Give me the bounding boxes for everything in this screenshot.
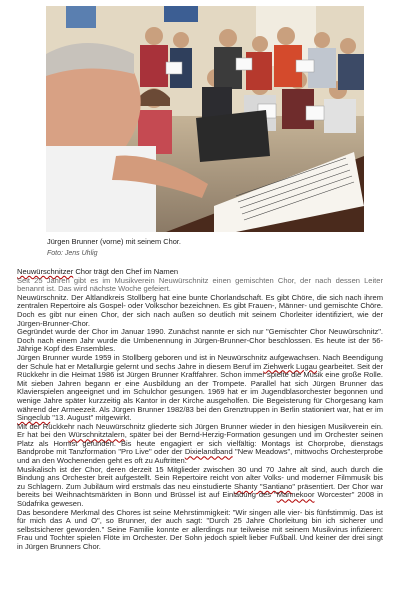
paragraph-3-text-a: Jürgen Brunner wurde 1959 in Stollberg geboren und ist in Neuwürschnitz aufgewachsen. Nach Beendigung der Schule hat er Metallurgie gelernt und sechs Jahre in diesem Beruf im <box>17 352 383 371</box>
photo-credit: Foto: Jens Uhlig <box>47 250 98 257</box>
spell-mark-mannekoor: Mannekoor <box>276 490 315 500</box>
paragraph-6: Das besondere Merkmal des Chores ist seine Mehrstimmigkeit: "Wir singen alle vier- bis fünfstimmig. Das ist für mich das A und O", so Brunner, der auch sagt: "Durch 25 Jahre Chorleitung bin ich sicherer und selbstsicherer geworden." Seine Familie konnte er allerdings nur teilweise mit seinem Musikvirus infizieren: Frau und Tochter spielen Flöte im Orchester. Der Sohn jedoch spielt lieber Fußball. Und keiner der drei singt in Jürgen Brunners Chor. <box>17 507 383 551</box>
headline-text: Chor trägt den Chef im Namen <box>73 267 179 276</box>
spell-mark-dixielandband: Dixielandband <box>184 447 233 457</box>
paragraph-1: Neuwürschnitz. Der Altlandkreis Stollberg hat eine bunte Chorlandschaft. Es gibt Chöre, die sich nach ihrem zentralen Repertoire als Gospel- oder Volkschor bezeichnen. Es gibt Frauen-, Männer- und gemischte Chöre. Doch es gibt nur einen Chor, der sich nach außen so deutlich mit seinem Chorleiter identifiziert, wie der Jürgen-Brunner-Chor. <box>17 292 383 328</box>
paragraph-3-text-b: gearbeitet. Seit der Rückkehr in die Heimat 1986 ist Jürgen Brunner Kraftfahrer. Schon immer spielte die Musik eine große Rolle. Mit sieben Jahren begann er eine Ausbildung an der Trompete. Parallel hat sich Jürgen Brunner das Klavierspielen angeeignet und im Schulchor gesungen. 1969 hat er im Jugendblasorchester begonnen und wenige Jahre später kurzzeitig als Kantor in der Kirche ausgeholfen. Die Begeisterung für Chorgesang kam während der Armeezeit. Als Jürgen Brunner 1982/83 bei den Grenztruppen in Berlin stationiert war, hat er im <box>17 361 383 414</box>
paragraph-3 <box>17 354 383 423</box>
paragraph-2: Gegründet wurde der Chor im Januar 1990. Zunächst nannte er sich nur "Gemischter Chor Neuwürschnitz". Doch nach einem Jahr wurde die Umbenennung in Jürgen-Brunner-Chor beschlossen. Es heute ist der 56-Jährige Kopf des Ensembles. <box>17 327 383 354</box>
paragraph-3-text-c: "13. August" mitgewirkt. <box>50 413 132 423</box>
paragraph-5-text-a: Musikalisch ist der Chor, deren derzeit 15 Mitglieder zwischen 30 und 70 Jahre alt sind, auch durch die Bindung ans Orchester breit aufgestellt. Sein Repertoire reicht von alter Volks- und moderner Filmmusik bis zu Schlagern. Zum Jubiläum wird erstmals das neu einstudierte <box>17 464 383 491</box>
paragraph-5-text-c: Worcester" 2008 in Südafrika gewesen. <box>17 490 383 509</box>
article-photo <box>46 6 364 232</box>
paragraph-4-text-c: "New Meadows", mittwochs Orchesterprobe und an den Wochenenden geht es oft zu Auftritten. <box>17 447 383 466</box>
paragraph-5 <box>17 466 383 509</box>
photo-caption: Jürgen Brunner (vorne) mit seinem Chor. <box>47 237 181 246</box>
paragraph-4-text-a: Mit der Rückkehr nach Neuwürschnitz gliederte sich Jürgen Brunner wieder in den hiesigen Musikverein ein. Er hat bei den <box>17 421 383 440</box>
paragraph-4-text-b: , später bei der Bernd-Herzig-Formation gesungen und im Orchester seinen Platz als Hornist gefunden. Bis heute engagiert er sich vielfältig: Montags ist Chorprobe, dienstags Bandprobe mit Tanzformation "Pro Live" oder der <box>17 430 383 457</box>
spell-mark-singeclub: Singeclub <box>17 413 51 423</box>
spell-mark-ziehwerk: Ziehwerk Lugau <box>263 361 318 371</box>
headline-kicker: Neuwürschnitzer <box>17 267 74 276</box>
spell-mark-wurschnitztalern: Würschnitztalern <box>68 430 125 440</box>
article-body <box>17 268 383 552</box>
spell-mark-santiano: Shanty "Santiano <box>233 481 293 491</box>
paragraph-5-text-b: " präsentiert. Der Chor war bereits bei Weihnachtsmärkten in Bonn und Brüssel ist auf Einladung des " <box>17 481 383 500</box>
paragraph-4 <box>17 423 383 466</box>
article-lead: Seit 25 Jahren gibt es im Musikverein Neuwürschnitz einen gemischten Chor, der nach dessen Leiter benannt ist. Das wird nächste Woche gefeiert. <box>17 275 383 294</box>
